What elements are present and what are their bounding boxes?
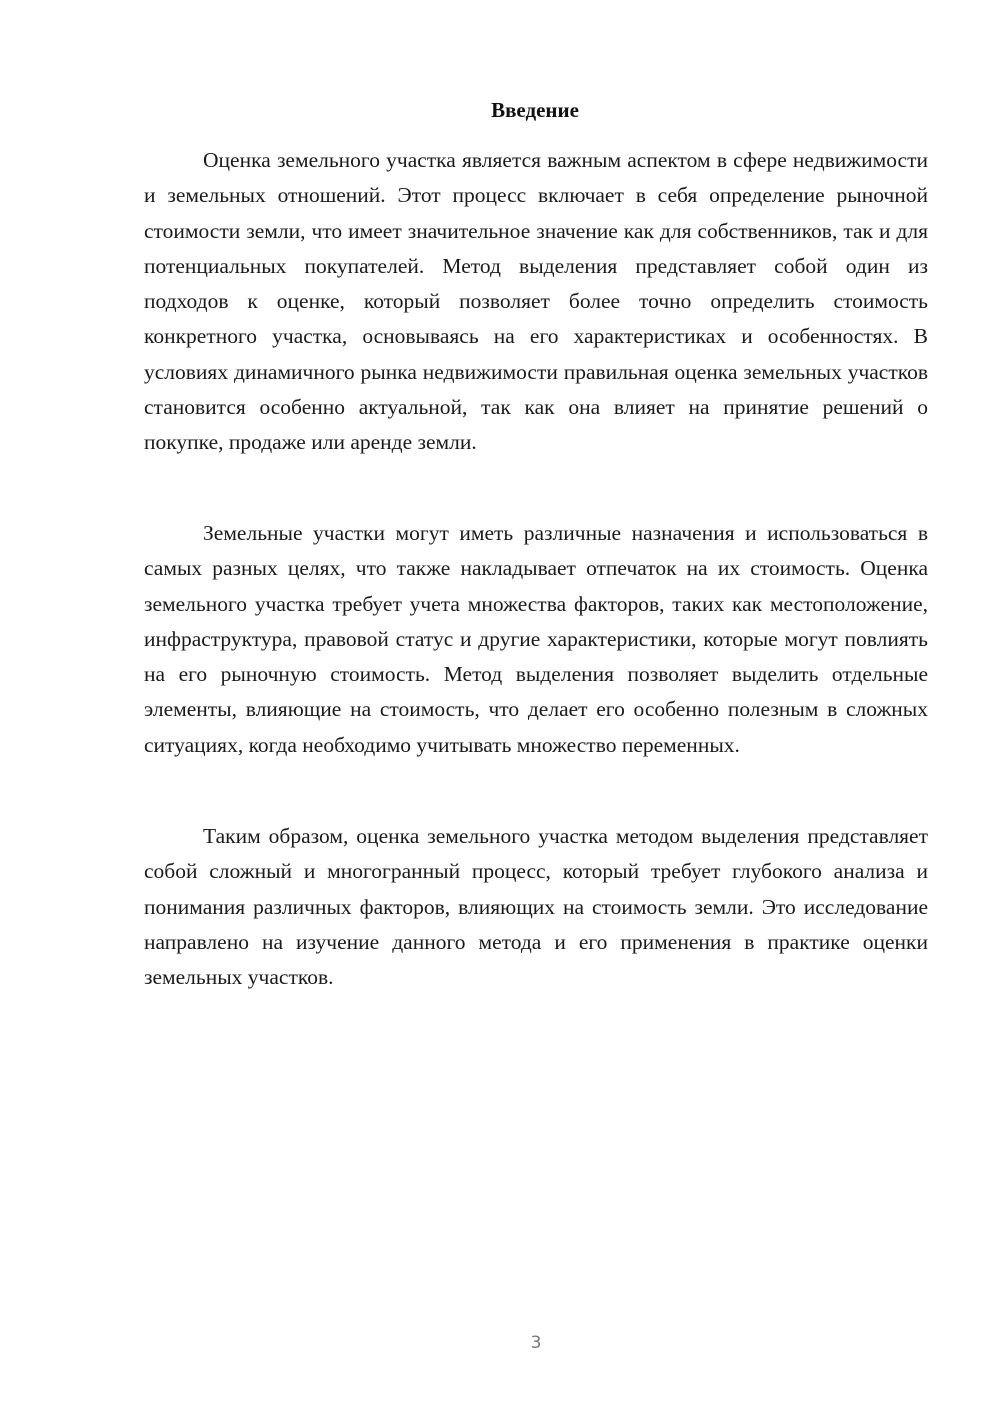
paragraph-1-container (144, 143, 928, 461)
section-title: Введение (491, 98, 579, 122)
paragraph: Оценка земельного участка является важным аспектом в сфере недвижимости и земельных отношений. Этот процесс включает в себя определение рыночной стоимости земли, что имеет значительное значение как для собственников, так и для потенциальных покупателей. Метод выделения представляет собой один из подходов к оценке, который позволяет более точно определить стоимость конкретного участка, основываясь на его характеристиках и особенностях. В условиях динамичного рынка недвижимости правильная оценка земельных участков становится особенно актуальной, так как она влияет на принятие решений о покупке, продаже или аренде земли. (144, 148, 928, 455)
paragraph-2-container (144, 516, 928, 763)
paragraph-3-container (144, 819, 928, 995)
paragraph: Земельные участки могут иметь различные назначения и использоваться в самых разных целях, что также накладывает отпечаток на их стоимость. Оценка земельного участка требует учета множества факторов, таких как местоположение, инфраструктура, правовой статус и другие характеристики, которые могут повлиять на его рыночную стоимость. Метод выделения позволяет выделить отдельные элементы, влияющие на стоимость, что делает его особенно полезным в сложных ситуациях, когда необходимо учитывать множество переменных. (144, 521, 928, 757)
paragraph: Таким образом, оценка земельного участка методом выделения представляет собой сложный и многогранный процесс, который требует глубокого анализа и понимания различных факторов, влияющих на стоимость земли. Это исследование направлено на изучение данного метода и его применения в практике оценки земельных участков. (144, 824, 928, 990)
page-number: 3 (530, 1333, 542, 1353)
